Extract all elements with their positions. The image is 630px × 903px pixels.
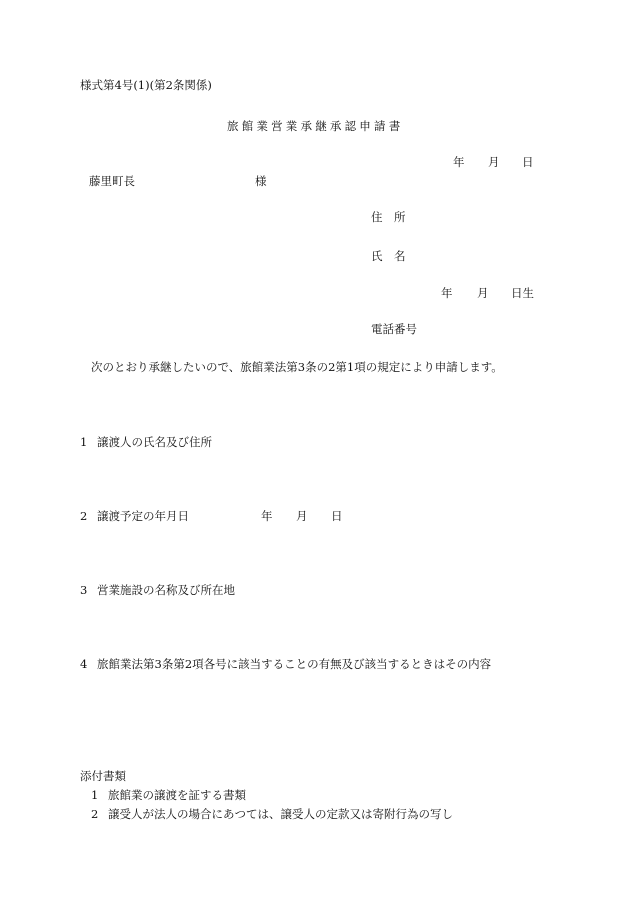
birth-year: 年 [441,286,453,300]
item-1-number: 1 [80,435,88,449]
attachment-1-number: 1 [91,788,99,802]
addressee-honorific: 様 [255,174,267,188]
attachments-heading: 添付書類 [80,769,126,783]
date-year: 年 [453,155,465,169]
item-1-label: 譲渡人の氏名及び住所 [97,435,212,449]
attachment-2-number: 2 [91,807,99,821]
item-3-label: 営業施設の名称及び所在地 [97,583,235,597]
addressee-name: 藤里町長 [89,174,135,188]
birth-month: 月 [477,286,489,300]
phone-label: 電話番号 [371,322,417,336]
form-number: 様式第4号(1)(第2条関係) [80,78,212,92]
item-2-year: 年 [261,509,273,523]
item-2-label: 譲渡予定の年月日 [97,509,189,523]
birth-day-suffix: 日生 [511,286,534,300]
item-3-number: 3 [80,583,88,597]
date-day: 日 [522,155,534,169]
name-label: 氏 名 [371,249,406,263]
date-month: 月 [488,155,500,169]
document-title: 旅館業営業承継承認申請書 [227,119,404,133]
item-4-label: 旅館業法第3条第2項各号に該当することの有無及び該当するときはその内容 [97,657,492,671]
attachment-2-text: 譲受人が法人の場合にあつては、譲受人の定款又は寄附行為の写し [108,807,453,821]
application-statement: 次のとおり承継したいので、旅館業法第3条の2第1項の規定により申請します。 [91,360,503,374]
item-4-number: 4 [80,657,88,671]
attachment-1-text: 旅館業の譲渡を証する書類 [108,788,246,802]
item-2-number: 2 [80,509,88,523]
item-2-month: 月 [296,509,308,523]
item-2-day: 日 [331,509,343,523]
address-label: 住 所 [371,210,406,224]
